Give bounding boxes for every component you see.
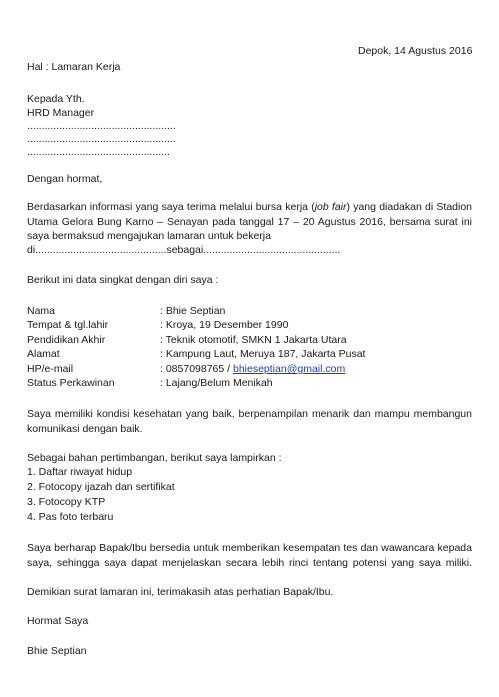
health-line: Saya memiliki kondisi kesehatan yang baik, berpenampilan menarik dan mampu membangun: [27, 408, 472, 420]
detail-label: Nama: [27, 305, 56, 317]
detail-value: [160, 363, 345, 375]
intro-text: ) yang diadakan di Stadion: [346, 201, 473, 213]
detail-label: HP/e-mail: [27, 363, 74, 375]
intro-line: di.............................................sebagai...............................................: [27, 244, 341, 256]
hope-line: Saya berharap Bapak/Ibu bersedia untuk memberikan kesempatan tes dan wawancara kepada: [27, 542, 472, 554]
attachment-item: 1. Daftar riwayat hidup: [27, 466, 133, 478]
letter-date: Depok, 14 Agustus 2016: [358, 45, 473, 57]
attachment-item: 2. Fotocopy ijazah dan sertifikat: [27, 481, 175, 493]
detail-label: Pendidikan Akhir: [27, 334, 106, 346]
recipient-title: HRD Manager: [27, 107, 95, 119]
signature-name: Bhie Septian: [27, 645, 87, 657]
detail-value: : Teknik otomotif, SMKN 1 Jakarta Utara: [160, 334, 347, 346]
recipient-to: Kepada Yth.: [27, 93, 85, 105]
hope-line: saya, sehingga saya dapat menjelaskan secara lebih rinci tentang potensi yang saya miliki.: [27, 557, 472, 569]
email-link[interactable]: bhieseptian@gmail.com: [232, 363, 346, 375]
sign-off: Hormat Saya: [27, 615, 89, 627]
detail-label: Alamat: [27, 348, 60, 360]
recipient-line: .................................................: [27, 146, 170, 158]
intro-job-fair: job fair: [314, 201, 347, 213]
detail-value: : Kampung Laut, Meruya 187, Jakarta Pusat: [160, 348, 366, 360]
letter-subject: Hal : Lamaran Kerja: [27, 61, 121, 73]
health-line: komunikasi dengan baik.: [27, 423, 143, 435]
detail-value: : Bhie Septian: [160, 305, 226, 317]
detail-label: Status Perkawinan: [27, 377, 115, 389]
detail-value: : Kroya, 19 Desember 1990: [160, 319, 289, 331]
attachment-item: 4. Pas foto terbaru: [27, 511, 114, 523]
details-lead: Berikut ini data singkat dengan diri saya :: [27, 274, 219, 286]
attachments-lead: Sebagai bahan pertimbangan, berikut saya lampirkan :: [27, 452, 282, 464]
recipient-line: ...................................................: [27, 133, 176, 145]
phone-number: : 0857098765 /: [160, 363, 233, 375]
intro-line: Utama Gelora Bung Karno – Senayan pada tanggal 17 – 20 Agustus 2016, bersama surat ini: [27, 216, 472, 228]
intro-line: [27, 201, 472, 213]
detail-value: : Lajang/Belum Menikah: [160, 377, 273, 389]
closing-line: Demikian surat lamaran ini, terimakasih atas perhatian Bapak/Ibu.: [27, 586, 334, 598]
attachment-item: 3. Fotocopy KTP: [27, 496, 106, 508]
intro-line: saya bermaksud mengajukan lamaran untuk bekerja: [27, 230, 271, 242]
recipient-line: ...................................................: [27, 120, 176, 132]
intro-text: Berdasarkan informasi yang saya terima melalui bursa kerja (: [27, 201, 315, 213]
greeting: Dengan hormat,: [27, 173, 103, 185]
detail-label: Tempat & tgl.lahir: [27, 319, 109, 331]
